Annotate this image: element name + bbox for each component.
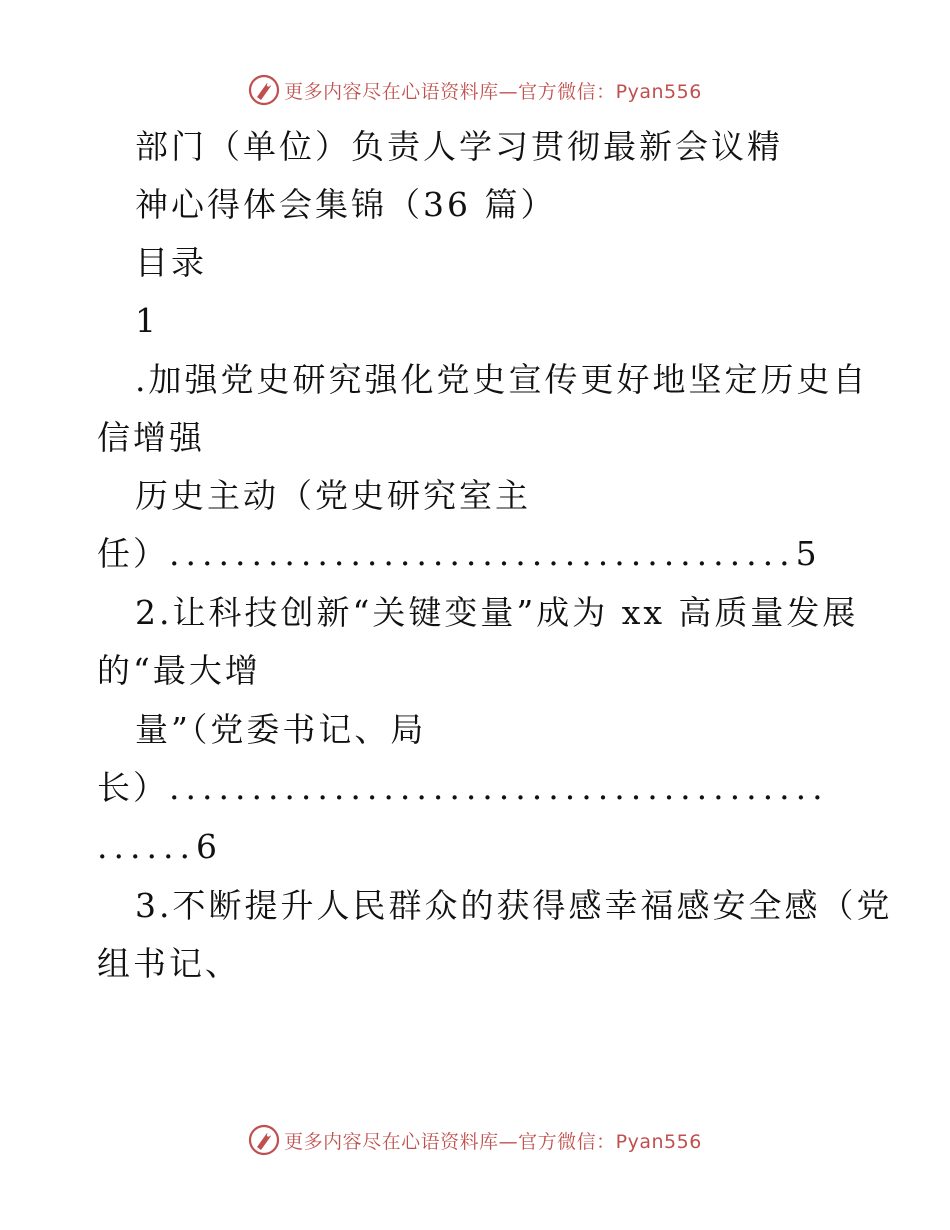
toc-item-number: 1 xyxy=(135,301,159,340)
title-line-1: 部门（单位）负责人学习贯彻最新会议精 xyxy=(135,127,783,166)
header-watermark xyxy=(0,68,950,112)
toc-item-3-line-1: 3.不断提升人民群众的获得感幸福感安全感（党 xyxy=(135,886,893,925)
page-number: 6 xyxy=(195,827,220,866)
toc-item-1-leader-line xyxy=(97,532,820,576)
toc-heading: 目录 xyxy=(135,243,207,282)
toc-item-1-line-3: 历史主动（党史研究室主 xyxy=(135,476,531,515)
watermark-text: 更多内容尽在心语资料库—官方微信：Pyan556 xyxy=(284,80,702,103)
toc-item-2-line-1: 2.让科技创新“关键变量”成为 xx 高质量发展 xyxy=(135,593,859,632)
title-line-2: 神心得体会集锦（36 篇） xyxy=(135,185,557,224)
watermark-text: 更多内容尽在心语资料库—官方微信：Pyan556 xyxy=(284,1130,702,1153)
pen-nib-logo-icon xyxy=(248,74,280,106)
toc-item-2-line-4: 长） xyxy=(97,768,169,807)
toc-item-3-line-2: 组书记、 xyxy=(97,944,241,983)
dot-leader: ...... xyxy=(97,827,196,866)
pen-nib-logo-icon xyxy=(248,1124,280,1156)
toc-item-2-line-3: 量”（党委书记、局 xyxy=(135,710,427,749)
toc-item-2-leader-line xyxy=(97,766,829,810)
toc-item-1-line-2: 信增强 xyxy=(97,418,205,457)
toc-item-1-line-4: 任） xyxy=(97,534,169,573)
dot-leader: ...................................... xyxy=(169,534,796,573)
dot-leader: ........................................ xyxy=(169,768,829,807)
toc-item-2-line-2: 的“最大增 xyxy=(97,651,261,690)
page-number: 5 xyxy=(795,534,820,573)
toc-item-1-line-1: .加强党史研究强化党史宣传更好地坚定历史自 xyxy=(135,360,869,399)
footer-watermark xyxy=(0,1118,950,1162)
toc-item-2-leader-line-2 xyxy=(97,825,220,869)
